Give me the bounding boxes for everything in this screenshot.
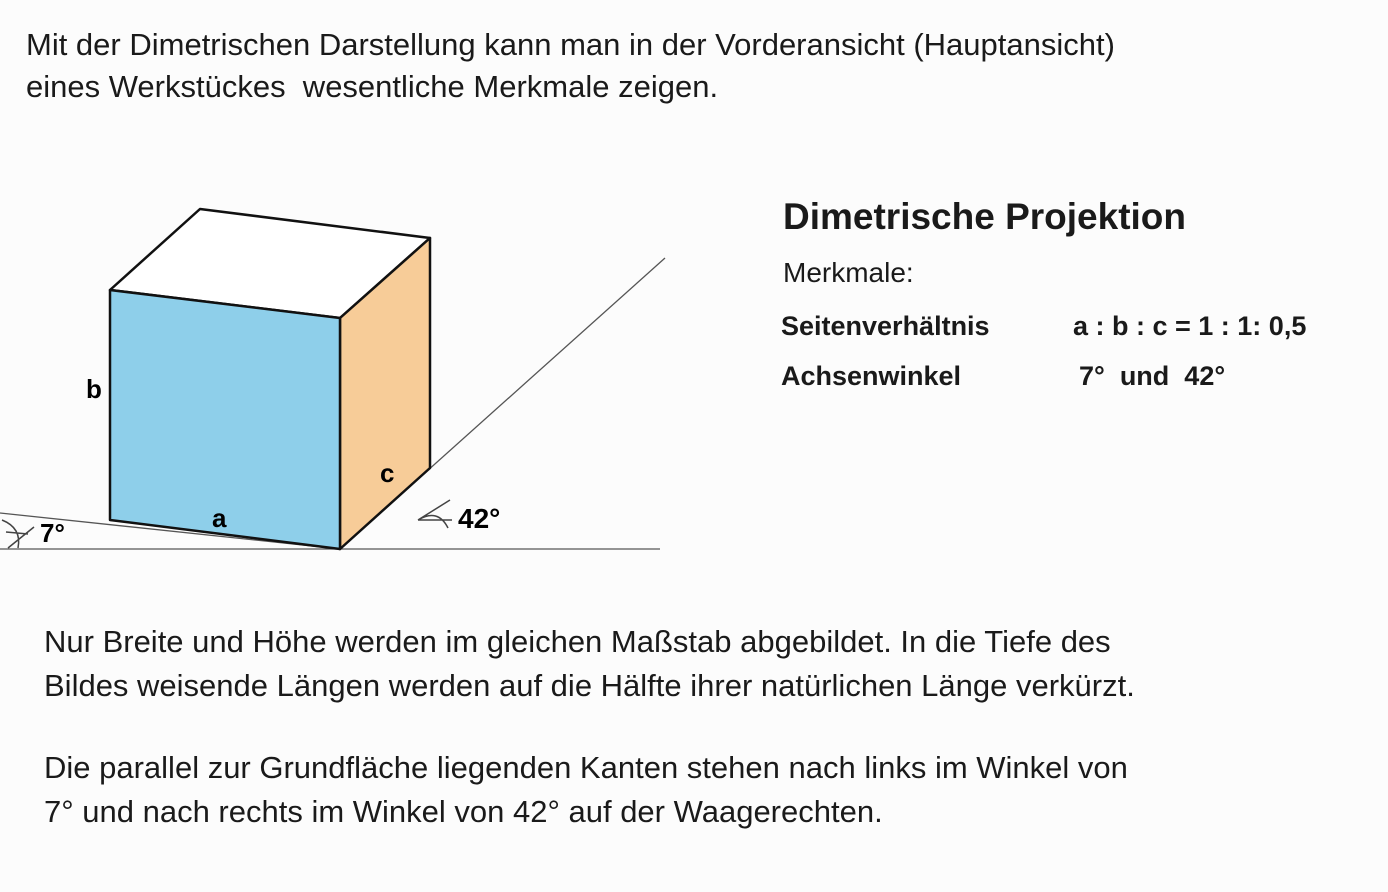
paragraph-line: Bildes weisende Längen werden auf die Hälfte ihrer natürlichen Länge verkürzt. — [44, 668, 1135, 703]
intro-line: eines Werkstückes wesentliche Merkmale zeigen. — [26, 69, 719, 104]
angle-label-7: 7° — [40, 518, 65, 548]
ratio-value: a : b : c = 1 : 1: 0,5 — [1073, 311, 1307, 341]
angle-label-42: 42° — [458, 503, 501, 534]
panel-subtitle: Merkmale: — [783, 257, 914, 288]
paragraph-line: 7° und nach rechts im Winkel von 42° auf der Waagerechten. — [44, 794, 883, 829]
edge-label-a: a — [212, 503, 227, 533]
dimetric-cube-diagram — [0, 0, 700, 600]
angle-value: 7° und 42° — [1079, 361, 1226, 391]
paragraph-line: Nur Breite und Höhe werden im gleichen Maßstab abgebildet. In die Tiefe des — [44, 624, 1111, 659]
panel-title: Dimetrische Projektion — [783, 196, 1187, 237]
paragraph-scale — [44, 620, 1374, 708]
angle-row — [781, 361, 1226, 392]
angle-arc-42 — [418, 500, 452, 528]
ratio-label: Seitenverhältnis — [781, 311, 990, 341]
ratio-row — [781, 311, 1307, 342]
paragraph-line: Die parallel zur Grundfläche liegenden Kanten stehen nach links im Winkel von — [44, 750, 1128, 785]
edge-label-b: b — [86, 374, 102, 404]
angle-arc-7 — [2, 520, 34, 548]
edge-label-c: c — [380, 458, 395, 488]
angle-label: Achsenwinkel — [781, 361, 962, 391]
paragraph-angles — [44, 746, 1374, 834]
intro-line: Mit der Dimetrischen Darstellung kann man in der Vorderansicht (Hauptansicht) — [26, 27, 1115, 62]
